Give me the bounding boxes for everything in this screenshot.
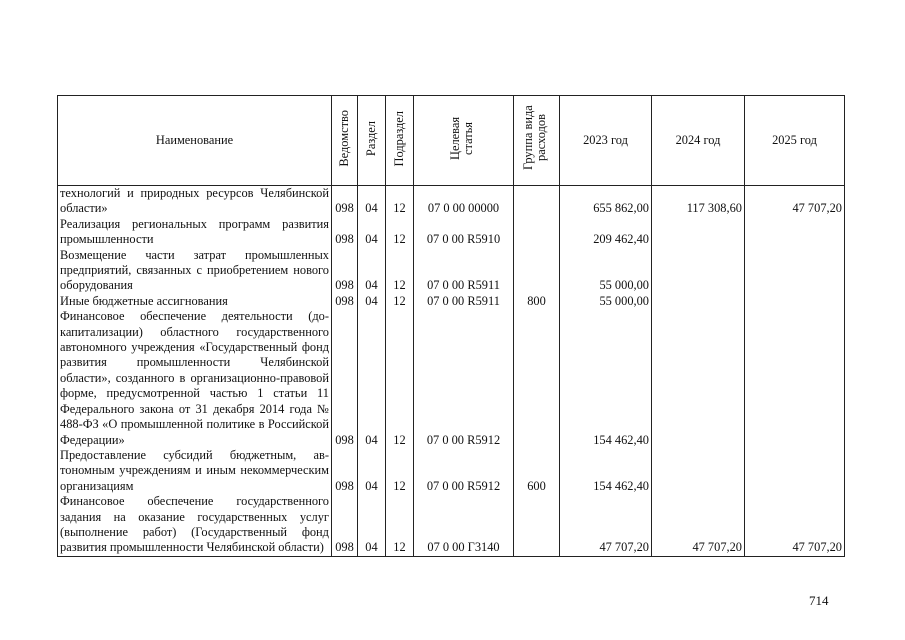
cell-dept: 098 bbox=[332, 494, 358, 556]
cell-y2023: 55 000,00 bbox=[560, 294, 652, 309]
cell-dept: 098 bbox=[332, 294, 358, 309]
cell-y2024: 117 308,60 bbox=[652, 186, 745, 217]
cell-section: 04 bbox=[358, 186, 386, 217]
table-row bbox=[58, 309, 845, 448]
cell-target: 07 0 00 Г3140 bbox=[414, 494, 514, 556]
cell-name: Финансовое обеспечение государственного задания на оказание государственных услуг (выполнение работ) (Государственный фонд развития промышленности Челябинской области) bbox=[58, 494, 332, 556]
table-row bbox=[58, 294, 845, 309]
header-group: Группа вида расходов bbox=[514, 96, 560, 186]
cell-y2024: 47 707,20 bbox=[652, 494, 745, 556]
cell-subsection: 12 bbox=[386, 186, 414, 217]
cell-y2024 bbox=[652, 448, 745, 494]
cell-y2023: 55 000,00 bbox=[560, 248, 652, 294]
cell-y2025 bbox=[745, 294, 845, 309]
header-target: Целевая статья bbox=[414, 96, 514, 186]
cell-y2023: 154 462,40 bbox=[560, 448, 652, 494]
cell-group bbox=[514, 248, 560, 294]
table-row bbox=[58, 448, 845, 494]
cell-name: технологий и природных ресурсов Челябинской области» bbox=[58, 186, 332, 217]
cell-y2025 bbox=[745, 448, 845, 494]
cell-name: Предоставление субсидий бюджетным, автономным учреждениям и иным некоммерческим организациям bbox=[58, 448, 332, 494]
table-row bbox=[58, 217, 845, 248]
cell-dept: 098 bbox=[332, 448, 358, 494]
cell-y2025: 47 707,20 bbox=[745, 186, 845, 217]
header-subsection: Подраздел bbox=[386, 96, 414, 186]
cell-name: Иные бюджетные ассигнования bbox=[58, 294, 332, 309]
cell-target: 07 0 00 R5911 bbox=[414, 294, 514, 309]
cell-target: 07 0 00 R5912 bbox=[414, 448, 514, 494]
cell-y2025 bbox=[745, 248, 845, 294]
cell-target: 07 0 00 R5911 bbox=[414, 248, 514, 294]
cell-dept: 098 bbox=[332, 248, 358, 294]
header-name: Наименование bbox=[58, 96, 332, 186]
cell-y2025 bbox=[745, 309, 845, 448]
cell-subsection: 12 bbox=[386, 294, 414, 309]
cell-subsection: 12 bbox=[386, 248, 414, 294]
table-header bbox=[58, 96, 845, 186]
cell-y2023: 655 862,00 bbox=[560, 186, 652, 217]
cell-subsection: 12 bbox=[386, 217, 414, 248]
cell-subsection: 12 bbox=[386, 448, 414, 494]
cell-section: 04 bbox=[358, 248, 386, 294]
cell-name: Финансовое обеспечение деятельности (докапитализации) областного государственного автономного учреждения «Государственный фонд развития промышленности Челябинской области», созданного в организационно-правовой форме, предусмотренной частью 1 статьи 11 Федерального закона от 31 декабря 2014 года № 488-ФЗ «О промышленной политике в Российской Федерации» bbox=[58, 309, 332, 448]
cell-y2023: 209 462,40 bbox=[560, 217, 652, 248]
cell-y2024 bbox=[652, 309, 745, 448]
cell-y2023: 154 462,40 bbox=[560, 309, 652, 448]
cell-section: 04 bbox=[358, 309, 386, 448]
header-2023: 2023 год bbox=[560, 96, 652, 186]
header-2024: 2024 год bbox=[652, 96, 745, 186]
cell-name: Возмещение части затрат промышленных предприятий, связанных с приобретением нового оборудования bbox=[58, 248, 332, 294]
cell-target: 07 0 00 R5912 bbox=[414, 309, 514, 448]
cell-name: Реализация региональных программ развития промышленности bbox=[58, 217, 332, 248]
cell-dept: 098 bbox=[332, 217, 358, 248]
cell-group: 600 bbox=[514, 448, 560, 494]
cell-y2024 bbox=[652, 294, 745, 309]
cell-group bbox=[514, 494, 560, 556]
cell-target: 07 0 00 00000 bbox=[414, 186, 514, 217]
table-row bbox=[58, 248, 845, 294]
cell-group bbox=[514, 217, 560, 248]
table-row bbox=[58, 494, 845, 556]
cell-section: 04 bbox=[358, 494, 386, 556]
cell-y2024 bbox=[652, 217, 745, 248]
cell-section: 04 bbox=[358, 448, 386, 494]
cell-y2025 bbox=[745, 217, 845, 248]
page-number: 714 bbox=[809, 593, 829, 608]
cell-target: 07 0 00 R5910 bbox=[414, 217, 514, 248]
cell-section: 04 bbox=[358, 217, 386, 248]
cell-subsection: 12 bbox=[386, 494, 414, 556]
cell-section: 04 bbox=[358, 294, 386, 309]
cell-y2025: 47 707,20 bbox=[745, 494, 845, 556]
cell-subsection: 12 bbox=[386, 309, 414, 448]
cell-dept: 098 bbox=[332, 186, 358, 217]
cell-group bbox=[514, 186, 560, 217]
header-section: Раздел bbox=[358, 96, 386, 186]
cell-y2023: 47 707,20 bbox=[560, 494, 652, 556]
cell-y2024 bbox=[652, 248, 745, 294]
table-body bbox=[58, 186, 845, 557]
cell-group: 800 bbox=[514, 294, 560, 309]
budget-table bbox=[57, 95, 845, 557]
table-row bbox=[58, 186, 845, 217]
header-dept: Ведомство bbox=[332, 96, 358, 186]
cell-dept: 098 bbox=[332, 309, 358, 448]
cell-group bbox=[514, 309, 560, 448]
header-2025: 2025 год bbox=[745, 96, 845, 186]
